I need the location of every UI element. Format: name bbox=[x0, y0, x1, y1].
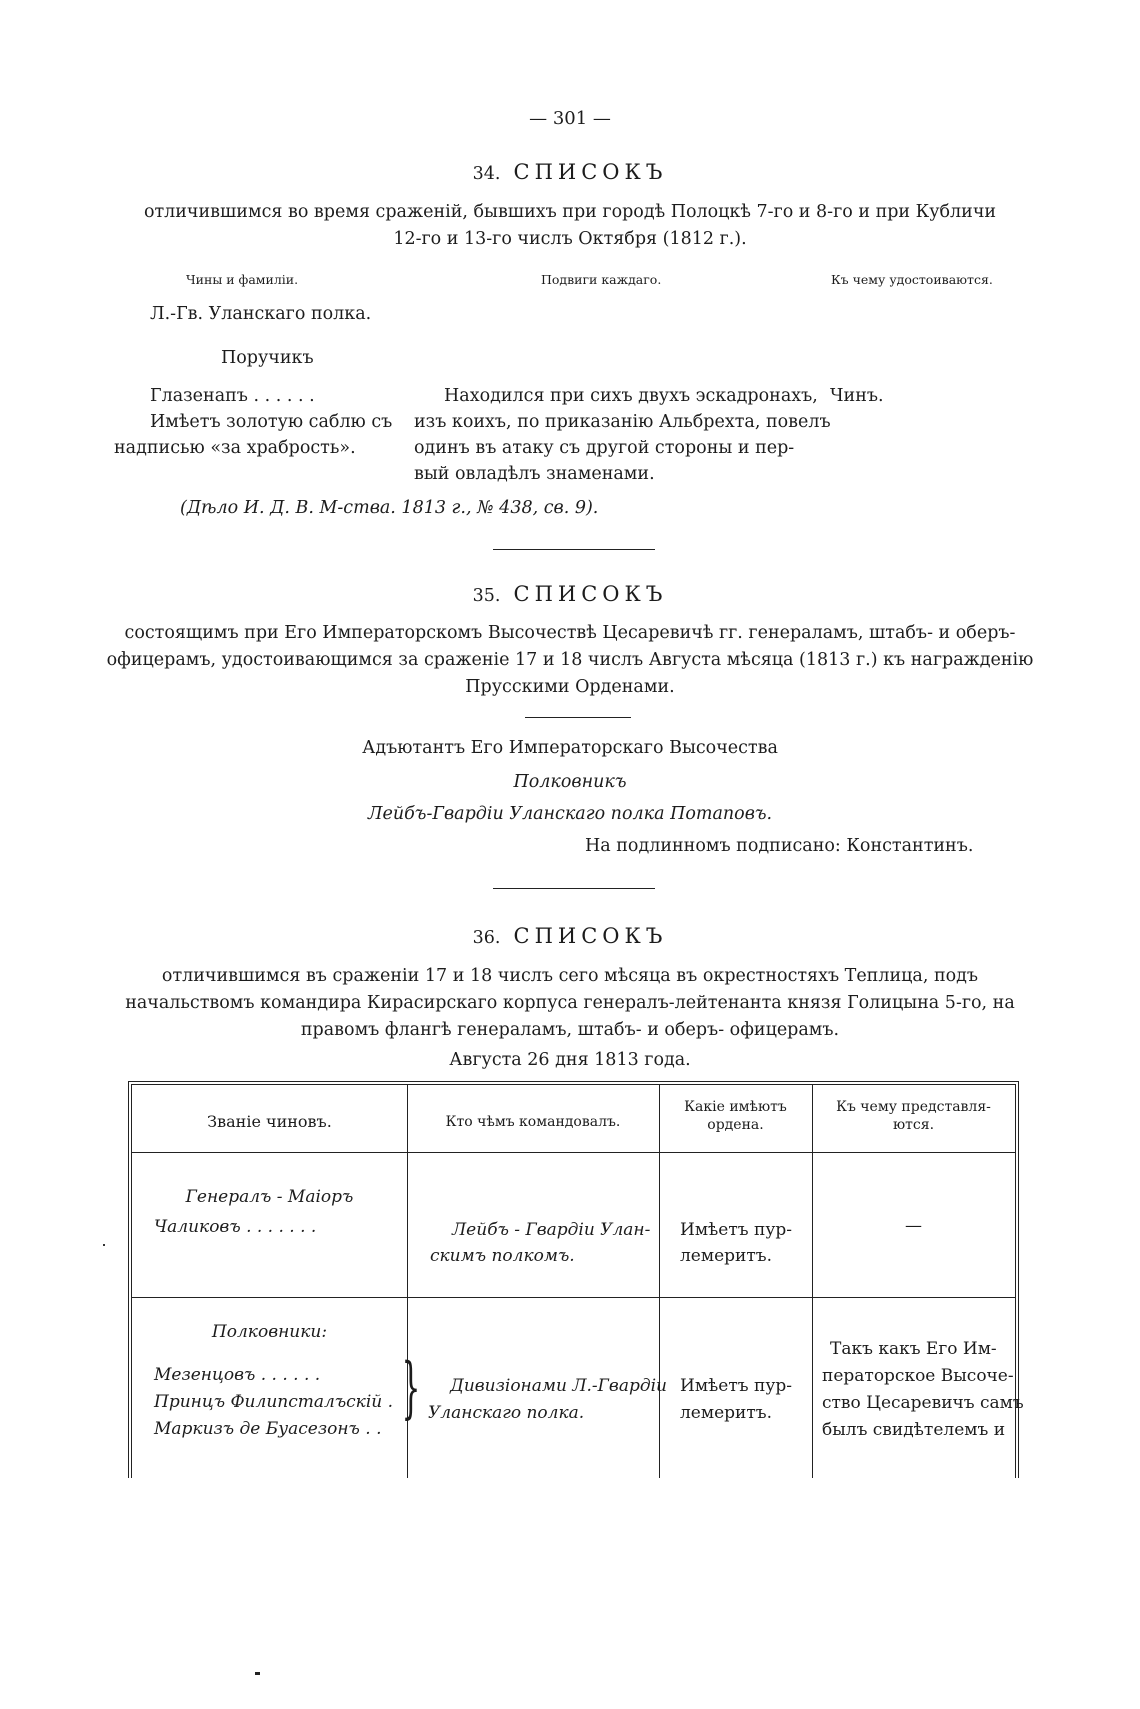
table-row2-command-line2: Уланскаго полка. bbox=[428, 1403, 585, 1423]
table-header-rank: Званіе чиновъ. bbox=[207, 1112, 332, 1131]
list-36-date: Августа 26 дня 1813 года. bbox=[449, 1050, 691, 1070]
table-header-award-line1: Къ чему представля- bbox=[836, 1099, 991, 1115]
regiment-name: Л.-Гв. Уланскаго полка. bbox=[150, 304, 372, 324]
table-header-orders-line2: ордена. bbox=[707, 1117, 764, 1133]
table-row2-award-line4: былъ свидѣтелемъ и bbox=[822, 1420, 1006, 1440]
page-number: — 301 — bbox=[529, 108, 611, 129]
table-row1-rank-title: Генералъ - Маіоръ bbox=[185, 1187, 354, 1207]
source-reference: (Дѣло И. Д. В. М-ства. 1813 г., № 438, св. 9). bbox=[180, 498, 599, 518]
deed-line-3: одинъ въ атаку съ другой стороны и пер- bbox=[414, 438, 795, 458]
list-34-subtitle-line2: 12-го и 13-го числъ Октября (1812 г.). bbox=[393, 229, 747, 249]
list-34-number: 34. bbox=[472, 164, 501, 184]
table-row2-award-line1: Такъ какъ Его Им- bbox=[830, 1339, 997, 1359]
ink-speck bbox=[255, 1672, 260, 1675]
table-row1-name: Чаликовъ . . . . . . . bbox=[154, 1217, 317, 1237]
table-row1-orders-line2: лемеритъ. bbox=[680, 1246, 772, 1266]
deed-line-2: изъ коихъ, по приказанію Альбрехта, повелъ bbox=[414, 412, 831, 432]
table-row2-award-line2: ператорское Высоче- bbox=[822, 1366, 1014, 1386]
list-35-number: 35. bbox=[472, 586, 501, 606]
table-row2-name-3: Маркизъ де Буасезонъ . . bbox=[154, 1419, 382, 1439]
rank-title: Поручикъ bbox=[221, 348, 314, 368]
table-row2-name-2: Принцъ Филипсталъскій . bbox=[154, 1392, 394, 1412]
list-36-heading bbox=[420, 924, 720, 948]
table-column-divider bbox=[659, 1085, 660, 1478]
deed-line-4: вый овладѣлъ знаменами. bbox=[414, 464, 655, 484]
table-row-divider bbox=[132, 1297, 1015, 1298]
ink-speck bbox=[103, 1244, 105, 1246]
table-column-divider bbox=[812, 1085, 813, 1478]
table-row1-award: — bbox=[905, 1216, 922, 1236]
list-35-heading bbox=[420, 582, 720, 606]
section-divider bbox=[493, 888, 655, 889]
deed-line-1: Находился при сихъ двухъ эскадронахъ, bbox=[444, 386, 818, 406]
table-row1-orders-line1: Имѣетъ пур- bbox=[680, 1220, 792, 1240]
list-36-subtitle-line2: начальствомъ командира Кирасирскаго корпуса генералъ-лейтенанта князя Голицына 5-го, на bbox=[125, 993, 1015, 1013]
officer-name: Глазенапъ . . . . . . bbox=[150, 386, 315, 406]
officer-note-line1: Имѣетъ золотую саблю съ bbox=[150, 412, 393, 432]
list-36-subtitle-line3: правомъ флангѣ генераламъ, штабъ- и оберъ- офицерамъ. bbox=[300, 1020, 840, 1040]
adjutant-title: Адъютантъ Его Императорскаго Высочества bbox=[362, 738, 778, 758]
awards-table bbox=[128, 1081, 1024, 1478]
section-divider bbox=[525, 717, 631, 718]
list-35-title: СПИСОКЪ bbox=[513, 582, 668, 606]
table-header-award-line2: ются. bbox=[892, 1117, 935, 1133]
list-35-subtitle-line2: офицерамъ, удостоивающимся за сраженіе 17 и 18 числъ Августа мѣсяца (1813 г.) къ награжденію bbox=[106, 650, 1034, 670]
column-header-ranks: Чины и фамиліи. bbox=[186, 272, 299, 287]
list-34-subtitle-line1: отличившимся во время сраженій, бывшихъ при городѣ Полоцкѣ 7-го и 8-го и при Кубличи bbox=[143, 202, 997, 222]
table-header-command: Кто чѣмъ командовалъ. bbox=[445, 1114, 621, 1130]
table-row2-orders-line1: Имѣетъ пур- bbox=[680, 1376, 792, 1396]
list-34-title: СПИСОКЪ bbox=[513, 160, 668, 184]
list-36-number: 36. bbox=[472, 928, 501, 948]
list-35-subtitle-line1: состоящимъ при Его Императорскомъ Высочествѣ Цесаревичѣ гг. генераламъ, штабъ- и оберъ- bbox=[124, 623, 1016, 643]
column-header-deeds: Подвиги каждаго. bbox=[541, 272, 662, 287]
list-34-heading bbox=[420, 160, 720, 184]
table-row2-award-line3: ство Цесаревичъ самъ bbox=[822, 1393, 1024, 1413]
award-text: Чинъ. bbox=[830, 386, 884, 406]
grouping-brace: } bbox=[401, 1349, 421, 1426]
table-header-orders-line1: Какіе имѣютъ bbox=[684, 1099, 787, 1115]
table-row2-orders-line2: лемеритъ. bbox=[680, 1403, 772, 1423]
signature-line: На подлинномъ подписано: Константинъ. bbox=[585, 836, 974, 856]
section-divider bbox=[493, 549, 655, 550]
table-row2-rank-title: Полковники: bbox=[211, 1322, 328, 1342]
table-header-divider bbox=[132, 1152, 1015, 1153]
table-row1-command-line1: Лейбъ - Гвардіи Улан- bbox=[452, 1220, 651, 1240]
list-36-title: СПИСОКЪ bbox=[513, 924, 668, 948]
officer-note-line2: надписью «за храбрость». bbox=[114, 438, 356, 458]
table-row2-name-1: Мезенцовъ . . . . . . bbox=[154, 1365, 321, 1385]
list-35-subtitle-line3: Прусскими Орденами. bbox=[465, 677, 675, 697]
list-36-subtitle-line1: отличившимся въ сраженіи 17 и 18 числъ сего мѣсяца въ окрестностяхъ Теплица, подъ bbox=[161, 966, 979, 986]
table-row1-command-line2: скимъ полкомъ. bbox=[430, 1246, 575, 1266]
colonel-name: Лейбъ-Гвардіи Уланскаго полка Потаповъ. bbox=[367, 804, 773, 824]
colonel-rank: Полковникъ bbox=[513, 772, 627, 792]
column-header-awards: Къ чему удостоиваются. bbox=[831, 272, 993, 287]
table-row2-command-line1: Дивизіонами Л.-Гвардіи bbox=[450, 1376, 667, 1396]
